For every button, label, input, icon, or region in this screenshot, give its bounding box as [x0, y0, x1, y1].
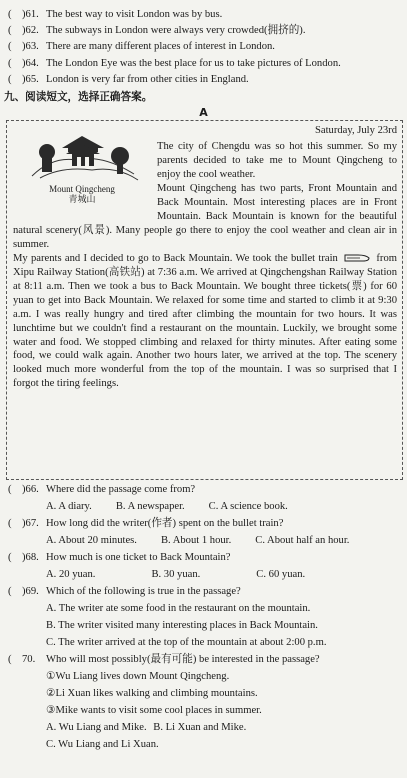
question-number: )63.	[22, 41, 39, 53]
statement-2: ②Li Xuan likes walking and climbing mountains.	[46, 687, 258, 699]
bullet-train-icon	[344, 254, 370, 263]
question-67	[8, 517, 401, 534]
options-70-ab	[8, 721, 401, 738]
pavilion-sketch-icon	[22, 126, 142, 184]
option-c: C. The writer arrived at the top of the mountain at about 2:00 p.m.	[46, 636, 327, 648]
option-b: B. A newspaper.	[115, 500, 185, 512]
answer-bracket: (	[8, 57, 12, 69]
question-number: )62.	[22, 25, 39, 37]
option-c: C. A science book.	[208, 500, 288, 512]
option-c: C. About half an hour.	[255, 534, 350, 546]
answer-bracket: (	[8, 653, 12, 665]
question-number: )67.	[22, 517, 39, 529]
passage-label: A	[199, 105, 208, 119]
question-70	[8, 653, 401, 670]
tf-item-64	[8, 57, 401, 73]
option-c: C. Wu Liang and Li Xuan.	[46, 738, 159, 750]
answer-bracket: (	[8, 73, 12, 85]
statement-3: ③Mike wants to visit some cool places in summer.	[46, 704, 262, 716]
statement-1: ①Wu Liang lives down Mount Qingcheng.	[46, 670, 230, 682]
question-number: )61.	[22, 9, 39, 20]
passage-box	[6, 120, 403, 480]
statement-text: The best way to visit London was by bus.	[46, 9, 223, 20]
tf-item-62	[8, 24, 401, 40]
option-c: C. 60 yuan.	[256, 568, 306, 580]
tf-item-65	[8, 73, 401, 89]
question-68	[8, 551, 401, 568]
paragraph-3-start: My parents and I decided to go to Back Mountain. We took the bullet train	[13, 252, 338, 264]
answer-bracket: (	[8, 585, 12, 597]
answer-bracket: (	[8, 517, 12, 529]
tf-item-61	[8, 8, 401, 24]
passage-paragraph-1: The city of Chengdu was so hot this summer. So my parents decided to take me to Mount Qingcheng to enjoy the cool weather.	[157, 140, 397, 180]
paragraph-3-rest: from Xipu Railway Station(高铁站) at 7:36 a.m. We arrived at Qingchengshan Railway Station at 8:11 a.m. Then we took a bus to Back Mountain. We bought three tickets(票) for 60 yuan to get into Back Mountain. We relaxed for some time and started to climb it at 9:30 a.m. I was really hungry and tired after climbing the mountain for two hours. It was lunchtime but we couldn't find a restaurant on the mountain. Luckily, we brought some water and food. We stopped climbing and relaxed for thirty minutes. After eating some food, we could walk again. Another two hours later, we arrived at the top. The scenery looked much more wonderful from the top of the mountain. I was so surprised that I forgot the tiring feelings.	[13, 252, 397, 390]
question-text: Where did the passage come from?	[46, 483, 196, 495]
statement-text: There are many different places of interest in London.	[46, 41, 275, 53]
question-text: Which of the following is true in the passage?	[46, 585, 241, 597]
question-number: 70.	[22, 653, 36, 665]
statement-text: The London Eye was the best place for us to take pictures of London.	[46, 57, 341, 69]
option-a: A. The writer ate some food in the restaurant on the mountain.	[46, 602, 311, 614]
answer-bracket: (	[8, 25, 12, 37]
tf-item-63	[8, 40, 401, 56]
options-67	[8, 534, 401, 551]
question-number: )66.	[22, 483, 39, 495]
diary-date: Saturday, July 23rd	[315, 124, 397, 136]
section-title: 九、阅读短文，选择正确答案。	[4, 90, 153, 103]
multiple-choice-section	[0, 480, 407, 755]
question-text: Who will most possibly(最有可能) be interested in the passage?	[46, 653, 320, 665]
option-b: B. Li Xuan and Mike.	[153, 721, 247, 733]
option-b: B. 30 yuan.	[151, 568, 201, 580]
option-a: A. Wu Liang and Mike.	[46, 721, 147, 733]
question-69	[8, 585, 401, 602]
answer-bracket: (	[8, 41, 12, 53]
question-number: )64.	[22, 57, 39, 69]
question-number: )65.	[22, 73, 39, 85]
figure-caption-cn: 青城山	[68, 194, 96, 205]
question-66	[8, 483, 401, 500]
question-text: How long did the writer(作者) spent on the bullet train?	[46, 517, 284, 529]
question-number: )69.	[22, 585, 39, 597]
answer-bracket: (	[8, 483, 12, 495]
statement-text: London is very far from other cities in England.	[46, 73, 249, 85]
passage-paragraph-2: Mount Qingcheng has two parts, Front Mountain and Back Mountain. Most interesting places are in Front Mountain. Back Mountain is known for the beautiful natural scenery(风景). Many people go there to enjoy the cool weather and clean air in summer.	[13, 182, 397, 250]
option-b: B. The writer visited many interesting places in Back Mountain.	[46, 619, 318, 631]
statement-text: The subways in London were always very crowded(拥挤的).	[46, 25, 306, 37]
options-68	[8, 568, 401, 585]
options-66	[8, 500, 401, 517]
passage-paragraph-3	[13, 252, 397, 392]
question-text: How much is one ticket to Back Mountain?	[46, 551, 231, 563]
option-b: B. About 1 hour.	[160, 534, 232, 546]
answer-bracket: (	[8, 551, 12, 563]
figure-caption-en: Mount Qingcheng	[49, 183, 115, 194]
true-false-list	[0, 0, 407, 89]
option-a: A. A diary.	[46, 500, 92, 512]
option-a: A. 20 yuan.	[46, 568, 96, 580]
answer-bracket: (	[8, 9, 12, 20]
mount-qingcheng-illustration	[13, 126, 151, 214]
question-number: )68.	[22, 551, 39, 563]
option-a: A. About 20 minutes.	[46, 534, 137, 546]
